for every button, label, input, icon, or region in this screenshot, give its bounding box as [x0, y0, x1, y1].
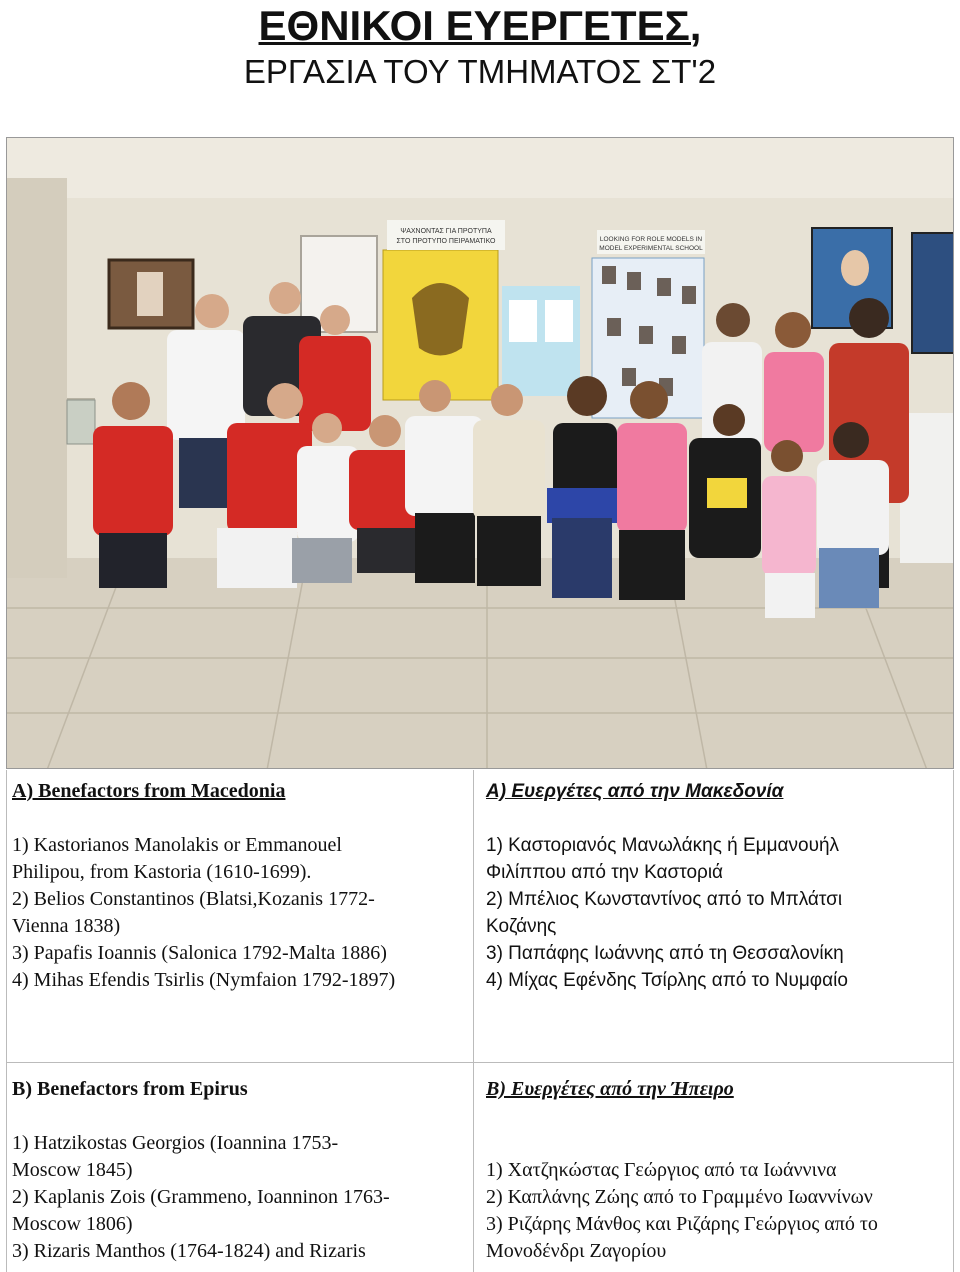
- page-subtitle: ΕΡΓΑΣΙΑ ΤΟΥ ΤΜΗΜΑΤΟΣ ΣΤ'2: [243, 53, 717, 90]
- section-line: 4) Mihas Efendis Tsirlis (Nymfaion 1792-1897): [12, 969, 396, 991]
- section-line: 1) Kastorianos Manolakis or Emmanouel: [12, 834, 342, 856]
- section-line: 3) Rizaris Manthos (1764-1824) and Rizaris: [12, 1240, 366, 1262]
- macedonia-greek-section: [486, 778, 951, 994]
- svg-text:ΣΤΟ ΠΡΟΤΥΠΟ ΠΕΙΡΑΜΑΤΙΚΟ: ΣΤΟ ΠΡΟΤΥΠΟ ΠΕΙΡΑΜΑΤΙΚΟ: [396, 238, 496, 245]
- section-line: Μονοδένδρι Ζαγορίου: [486, 1240, 667, 1262]
- epirus-greek-section: [486, 1076, 951, 1265]
- class-group-photo: [6, 137, 954, 769]
- epirus-english-section: [12, 1076, 467, 1265]
- section-line: 2) Belios Constantinos (Blatsi,Kozanis 1772-: [12, 888, 375, 910]
- section-line: 2) Μπέλιος Κωνσταντίνος από το Μπλάτσι: [486, 889, 843, 910]
- section-line: 3) Παπάφης Ιωάννης από τη Θεσσαλονίκη: [486, 943, 844, 964]
- section-line: 2) Kaplanis Zois (Grammeno, Ioanninon 1763-: [12, 1186, 390, 1208]
- section-line: 1) Hatzikostas Georgios (Ioannina 1753-: [12, 1132, 339, 1154]
- section-line: Κοζάνης: [486, 916, 557, 937]
- section-heading: Β) Ευεργέτες από την Ήπειρο: [486, 1078, 734, 1100]
- section-line: 3) Papafis Ioannis (Salonica 1792-Malta 1886): [12, 942, 387, 964]
- column-divider: [473, 770, 474, 1272]
- macedonia-english-section: [12, 778, 467, 994]
- section-heading: Α) Ευεργέτες από την Μακεδονία: [486, 781, 784, 802]
- section-line: Vienna 1838): [12, 915, 121, 937]
- section-heading: A) Benefactors from Macedonia: [12, 780, 286, 802]
- svg-text:MODEL EXPERIMENTAL SCHOOL: MODEL EXPERIMENTAL SCHOOL: [599, 245, 703, 252]
- poster1-title: ΨΑΧΝΟΝΤΑΣ ΓΙΑ ΠΡΟΤΥΠΑ: [400, 228, 492, 235]
- section-line: 1) Καστοριανός Μανωλάκης ή Εμμανουήλ: [486, 835, 840, 856]
- section-heading: B) Benefactors from Epirus: [12, 1078, 248, 1100]
- section-line: Philipou, from Kastoria (1610-1699).: [12, 861, 312, 883]
- page-title: ΕΘΝΙΚΟΙ ΕΥΕΡΓΕΤΕΣ,: [258, 2, 702, 49]
- section-line: 2) Καπλάνης Ζώης από το Γραμμένο Ιωαννίνων: [486, 1186, 873, 1208]
- row-divider: [6, 1062, 954, 1063]
- section-line: Φιλίππου από την Καστοριά: [486, 862, 724, 883]
- section-line: Moscow 1806): [12, 1213, 133, 1235]
- section-line: Moscow 1845): [12, 1159, 133, 1181]
- section-line: 3) Ριζάρης Μάνθος και Ριζάρης Γεώργιος από το: [486, 1213, 878, 1235]
- poster2-title: LOOKING FOR ROLE MODELS IN: [599, 236, 703, 243]
- section-line: 1) Χατζηκώστας Γεώργιος από τα Ιωάννινα: [486, 1159, 837, 1181]
- section-line: 4) Μίχας Εφένδης Τσίρλης από το Νυμφαίο: [486, 970, 848, 991]
